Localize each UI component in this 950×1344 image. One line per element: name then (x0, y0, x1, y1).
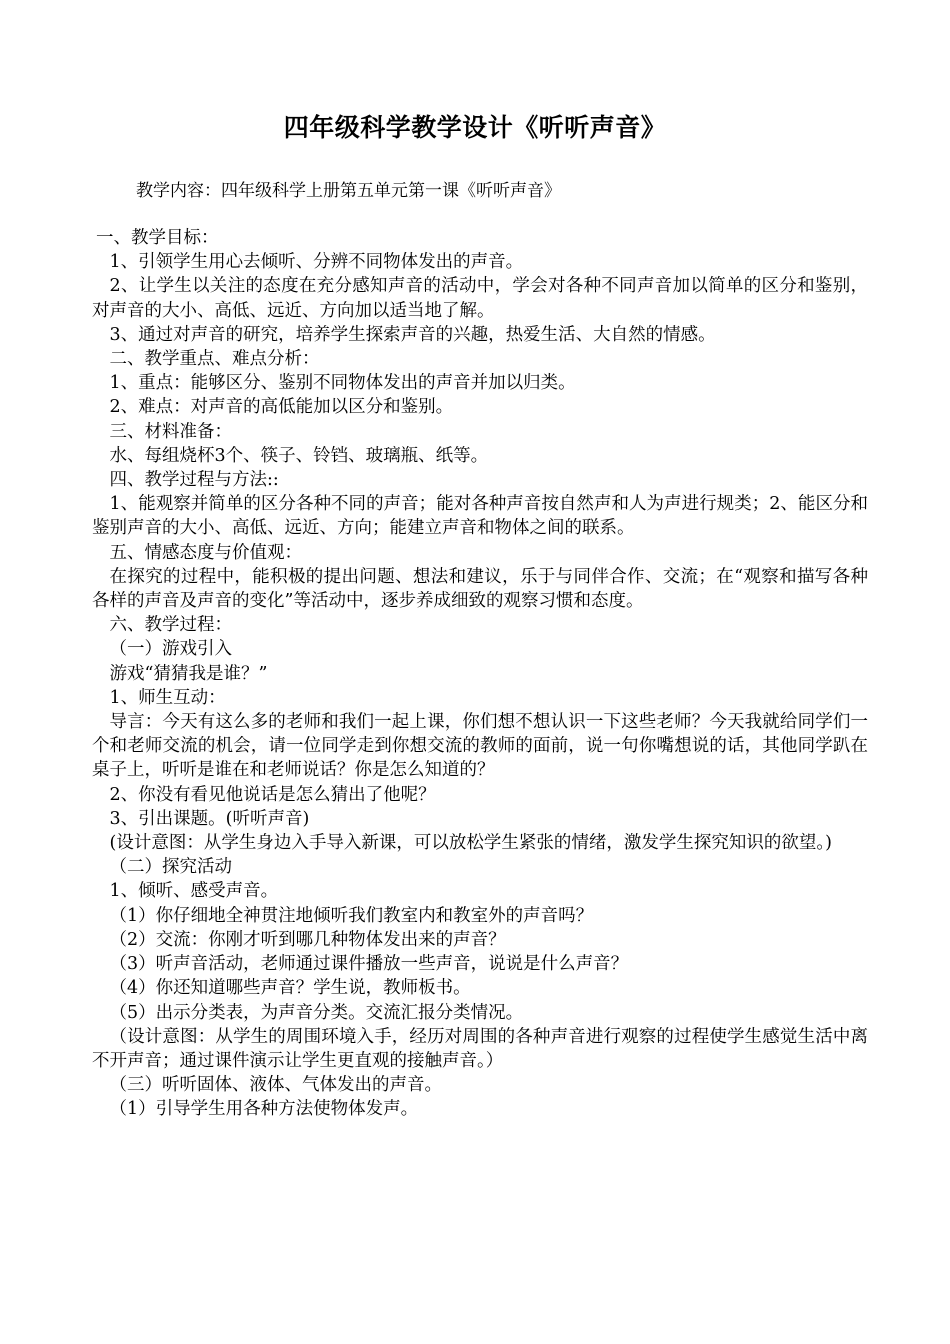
document-body (92, 226, 868, 1122)
paragraph: 1、倾听、感受声音。 (109, 881, 279, 902)
paragraph: （3）听声音活动，老师通过课件播放一些声音，说说是什么声音？ (109, 954, 629, 975)
section-heading-process-methods: 四、教学过程与方法:: (109, 470, 279, 491)
paragraph: 1、师生互动： (109, 687, 226, 708)
paragraph: （三）听听固体、液体、气体发出的声音。 (109, 1075, 442, 1096)
paragraph: （2）交流：你刚才听到哪几种物体发出来的声音？ (109, 929, 506, 950)
paragraph: 在探究的过程中，能积极的提出问题、想法和建议，乐于与同伴合作、交流；在“观察和描写各种各样的声音及声音的变化”等活动中，逐步养成细致的观察习惯和态度。 (92, 566, 868, 612)
section-heading-attitudes: 五、情感态度与价值观： (109, 542, 302, 563)
paragraph: 游戏“猜猜我是谁？” (109, 663, 268, 684)
document-title: 四年级科学教学设计《听听声音》 (283, 113, 667, 142)
paragraph: 2、难点：对声音的高低能加以区分和鉴别。 (109, 397, 454, 418)
paragraph: 1、重点：能够区分、鉴别不同物体发出的声音并加以归类。 (109, 373, 576, 394)
paragraph: (设计意图：从学生身边入手导入新课，可以放松学生紧张的情绪，激发学生探究知识的欲望。) (109, 833, 832, 854)
paragraph: （1）你仔细地全神贯注地倾听我们教室内和教室外的声音吗？ (109, 905, 594, 926)
paragraph: 1、引领学生用心去倾听、分辨不同物体发出的声音。 (109, 252, 524, 273)
paragraph: 导言：今天有这么多的老师和我们一起上课，你们想不想认识一下这些老师？今天我就给同学们一个和老师交流的机会，请一位同学走到你想交流的教师的面前，说一句你嘴想说的话，其他同学趴在桌子上，听听是谁在和老师说话？你是怎么知道的？ (92, 712, 868, 781)
paragraph: （5）出示分类表，为声音分类。交流汇报分类情况。 (109, 1002, 524, 1023)
paragraph: （一）游戏引入 (109, 639, 232, 660)
section-heading-teaching-process: 六、教学过程： (109, 615, 232, 636)
section-heading-key-points: 二、教学重点、难点分析： (109, 349, 320, 370)
paragraph: 水、每组烧杯3个、筷子、铃铛、玻璃瓶、纸等。 (109, 445, 489, 466)
paragraph: （1）引导学生用各种方法使物体发声。 (109, 1099, 419, 1120)
paragraph: 1、能观察并简单的区分各种不同的声音；能对各种声音按自然声和人为声进行规类；2、能区分和鉴别声音的大小、高低、远近、方向；能建立声音和物体之间的联系。 (92, 494, 868, 539)
paragraph: 2、你没有看见他说话是怎么猜出了他呢？ (109, 784, 436, 805)
document-subtitle: 教学内容：四年级科学上册第五单元第一课《听听声音》 (136, 181, 561, 201)
paragraph: 3、通过对声音的研究，培养学生探索声音的兴趣，热爱生活、大自然的情感。 (109, 324, 716, 345)
paragraph: （设计意图：从学生的周围环境入手，经历对周围的各种声音进行观察的过程使学生感觉生活中离不开声音；通过课件演示让学生更直观的接触声音。） (92, 1026, 868, 1071)
paragraph: （二）探究活动 (109, 857, 232, 878)
paragraph: （4）你还知道哪些声音？学生说，教师板书。 (109, 978, 471, 999)
paragraph: 2、让学生以关注的态度在充分感知声音的活动中，学会对各种不同声音加以简单的区分和鉴别，对声音的大小、高低、远近、方向加以适当地了解。 (92, 276, 868, 321)
section-heading-objectives: 一、教学目标： (96, 228, 219, 248)
section-heading-materials: 三、材料准备： (109, 421, 232, 442)
paragraph: 3、引出课题。(听听声音) (109, 808, 310, 829)
